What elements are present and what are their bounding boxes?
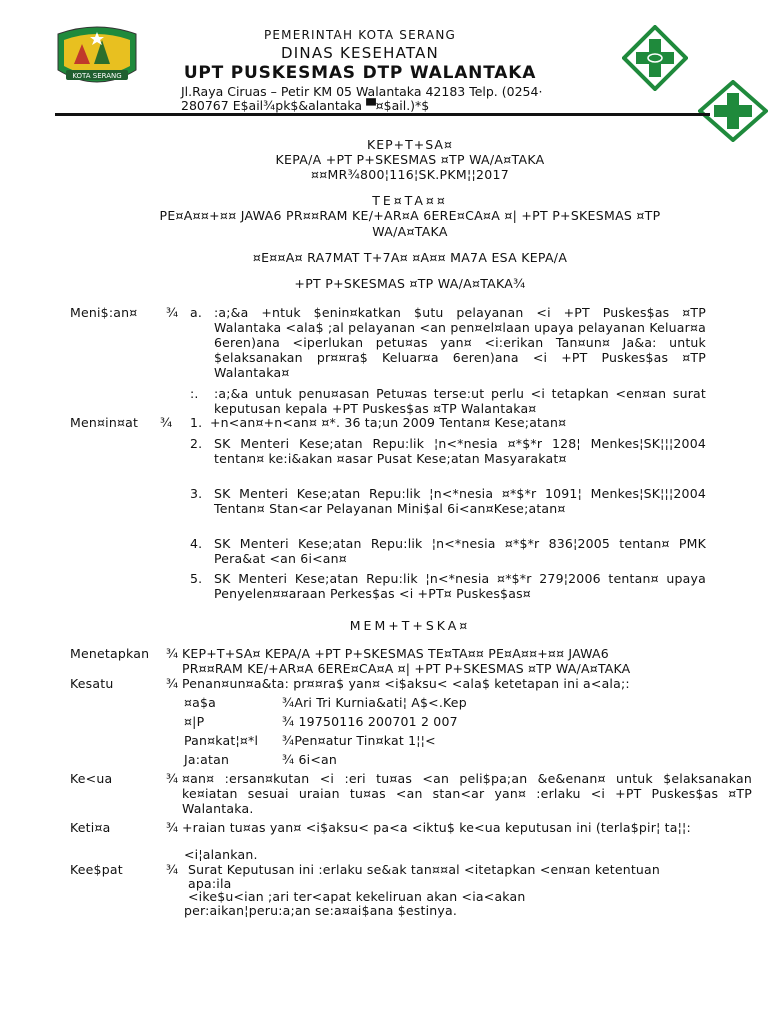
memutuskan-heading: MEM+T+SKA¤ (349, 618, 471, 633)
kesatu-field-rank-label: Pan¤kat¦¤*l (184, 733, 259, 748)
menimbang-b-marker: :. (190, 386, 199, 401)
puskesmas-logo-1 (622, 25, 688, 91)
keempat-line-2: apa:ila (188, 876, 232, 891)
kesatu-field-name-label: ¤a$a (184, 695, 217, 710)
decree-number: ¤¤MR¾800¦116¦SK.PKM¦¦2017 (311, 167, 509, 182)
menimbang-label: Meni$:an¤ (70, 305, 138, 320)
kesatu-label: Kesatu (70, 676, 114, 691)
ketiga-sep: ¾ (166, 820, 179, 835)
puskesmas-logo-2 (698, 80, 768, 142)
menimbang-a-marker: a. (190, 305, 203, 320)
decree-about: TE¤TA¤¤ (372, 193, 448, 208)
keempat-line-3: <ike$u<ian ;ari ter<apat kekeliruan akan <ia<akan (188, 889, 526, 904)
decree-issuer: KEPA/A +PT P+SKESMAS ¤TP WA/A¤TAKA (275, 152, 545, 167)
decree-grace: ¤E¤¤A¤ RA7MAT T+7A¤ ¤A¤¤ MA7A ESA KEPA/A (252, 250, 568, 265)
mengingat-item-2-text: SK Menteri Kese;atan Repu:lik ¦n<*nesia ¤*$*r 128¦ Menkes¦SK¦¦¦2004 tentan¤ ke:i&akan ¤asar Pusat Kese;atan Masyarakat¤ (214, 436, 706, 466)
decree-subject-1: PE¤A¤¤+¤¤ JAWA6 PR¤¤RAM KE/+AR¤A 6ERE¤CA¤A ¤| +PT P+SKESMAS ¤TP (159, 208, 661, 223)
header-address-1: Jl.Raya Ciruas – Petir KM 05 Walantaka 42183 Telp. (0254· (181, 84, 543, 99)
header-line-1: PEMERINTAH KOTA SERANG (263, 28, 457, 42)
kedua-text: ¤an¤ :ersan¤kutan <i :eri tu¤as <an peli$pa;an &e&enan¤ untuk $elaksanakan ke¤iatan sesuai uraian tu¤as <an stan<ar yan¤ :erlaku <i +PT Puskes$as ¤TP Walantaka. (182, 771, 752, 816)
keempat-line-4: per:aikan¦peru:a;an se:a¤ai$ana $estinya. (184, 903, 458, 918)
mengingat-item-3-text: SK Menteri Kese;atan Repu:lik ¦n<*nesia ¤*$*r 1091¦ Menkes¦SK¦¦¦2004 Tentan¤ Stan<ar Pelayanan Mini$al 6i<an¤Kese;atan¤ (214, 486, 706, 516)
mengingat-item-5-num: 5. (190, 571, 203, 586)
mengingat-item-3-num: 3. (190, 486, 203, 501)
kesatu-field-position-label: Ja:atan (184, 752, 230, 767)
kedua-sep: ¾ (166, 771, 179, 786)
kesatu-field-nip-label: ¤|P (184, 714, 205, 729)
kesatu-field-nip-value: ¾ 19750116 200701 2 007 (282, 714, 458, 729)
menetapkan-sep: ¾ (166, 646, 179, 661)
kesatu-field-position-value: ¾ 6i<an (282, 752, 337, 767)
city-logo (52, 24, 142, 94)
ketiga-text-2: <i¦alankan. (184, 847, 258, 862)
keempat-line-1: Surat Keputusan ini :erlaku se&ak tan¤¤al <itetapkan <en¤an ketentuan (188, 862, 661, 877)
mengingat-item-1-num: 1. (190, 415, 203, 430)
header-line-2: DINAS KESEHATAN (281, 44, 439, 62)
mengingat-sep: ¾ (160, 415, 173, 430)
mengingat-item-1-text: +n<an¤+n<an¤ ¤*. 36 ta;un 2009 Tentan¤ Kese;atan¤ (210, 415, 567, 430)
kesatu-text: Penan¤un¤a&ta: pr¤¤ra$ yan¤ <i$aksu< <ala$ ketetapan ini a<ala;: (182, 676, 630, 691)
mengingat-item-2-num: 2. (190, 436, 203, 451)
keempat-label: Kee$pat (70, 862, 123, 877)
kesatu-sep: ¾ (166, 676, 179, 691)
menetapkan-line-1: KEP+T+SA¤ KEPA/A +PT P+SKESMAS TE¤TA¤¤ PE¤A¤¤+¤¤ JAWA6 (182, 646, 609, 661)
mengingat-item-5-text: SK Menteri Kese;atan Repu:lik ¦n<*nesia ¤*$*r 279¦2006 tentan¤ upaya Penyelen¤¤araan Perkes$as <i +PT¤ Puskes$as¤ (214, 571, 706, 601)
header-address-2: 280767 E$ail¾pk$&alantaka ▀¤$ail.)*$ (181, 98, 430, 113)
keempat-sep: ¾ (166, 862, 179, 877)
menetapkan-label: Menetapkan (70, 646, 150, 661)
ketiga-text: +raian tu¤as yan¤ <i$aksu< pa<a <iktu$ ke<ua keputusan ini (terla$pir¦ ta¦¦: (182, 820, 691, 835)
menimbang-b-text: :a;&a untuk penu¤asan Petu¤as terse:ut perlu <i tetapkan <en¤an surat keputusan kepala +PT Puskes$as ¤TP Walantaka¤ (214, 386, 706, 416)
mengingat-item-4-num: 4. (190, 536, 203, 551)
kesatu-field-rank-value: ¾Pen¤atur Tin¤kat 1¦¦< (282, 733, 436, 748)
ketiga-label: Keti¤a (70, 820, 111, 835)
decree-kind: KEP+T+SA¤ (367, 137, 453, 152)
menimbang-a-text: :a;&a +ntuk $enin¤katkan $utu pelayanan <i +PT Puskes$as ¤TP Walantaka <ala$ ;al pelayanan <an pen¤el¤laan upaya pelayanan Keluar¤a 6eren)ana <iperlukan petu¤as yan¤ <i:erikan Tan¤un¤ Ja&a: untuk $elaksanakan pr¤¤ra$ Keluar¤a 6eren)ana <i +PT Puskes$as ¤TP Walantaka¤ (214, 305, 706, 380)
header-rule (55, 113, 710, 116)
mengingat-item-4-text: SK Menteri Kese;atan Repu:lik ¦n<*nesia ¤*$*r 836¦2005 tentan¤ PMK Pera&at <an 6i<an¤ (214, 536, 706, 566)
mengingat-label: Men¤in¤at (70, 415, 139, 430)
menimbang-sep: ¾ (166, 305, 179, 320)
logo-text: KOTA SERANG (72, 72, 122, 80)
header-line-3: UPT PUSKESMAS DTP WALANTAKA (183, 63, 537, 83)
decree-subject-2: WA/A¤TAKA (372, 224, 448, 239)
kesatu-field-name-value: ¾Ari Tri Kurnia&ati¦ A$<.Kep (282, 695, 467, 710)
decree-grace-2: +PT P+SKESMAS ¤TP WA/A¤TAKA¾ (294, 276, 526, 291)
kedua-label: Ke<ua (70, 771, 113, 786)
menetapkan-line-2: PR¤¤RAM KE/+AR¤A 6ERE¤CA¤A ¤| +PT P+SKESMAS ¤TP WA/A¤TAKA (182, 661, 631, 676)
